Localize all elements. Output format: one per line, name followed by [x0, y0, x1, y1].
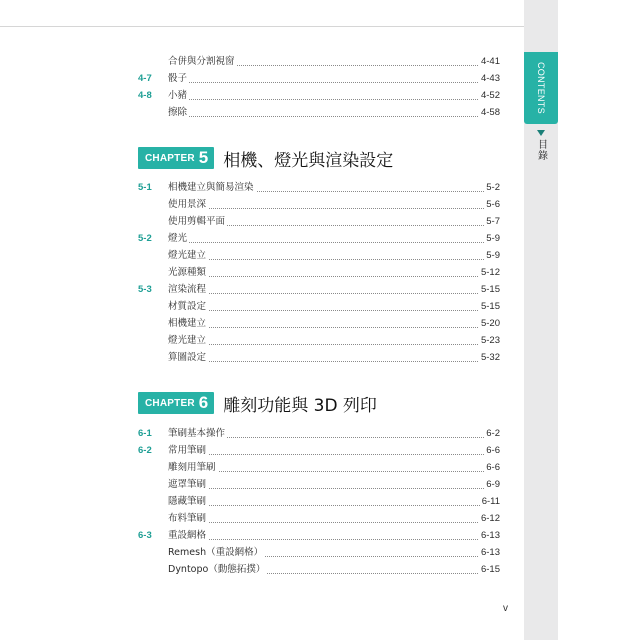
entry-title: 重設網格 — [168, 528, 208, 544]
page-ref: 6-11 — [480, 494, 500, 510]
dot-leader — [168, 344, 486, 345]
toc-entry[interactable] — [0, 494, 524, 510]
chapter-title: 雕刻功能與 3D 列印 — [223, 395, 377, 416]
page-ref: 5-2 — [484, 180, 500, 196]
section-number: 6-3 — [138, 530, 152, 541]
dot-leader — [168, 276, 486, 277]
dot-leader — [168, 208, 486, 209]
entry-title: Remesh（重設網格） — [168, 545, 265, 561]
page-ref: 5-32 — [479, 350, 500, 366]
toc-entry[interactable] — [0, 54, 524, 70]
page-ref: 5-9 — [484, 231, 500, 247]
entry-title: 小豬 — [168, 88, 189, 104]
chapter-label: CHAPTER — [145, 152, 195, 164]
page-ref: 6-6 — [484, 443, 500, 459]
page-ref: 5-23 — [479, 333, 500, 349]
toc-entry[interactable] — [0, 562, 524, 578]
toc-entry[interactable] — [0, 105, 524, 121]
entry-title: 布料筆刷 — [168, 511, 208, 527]
entry-title: 燈光建立 — [168, 248, 208, 264]
dot-leader — [168, 259, 486, 260]
toc-entry[interactable] — [0, 299, 524, 315]
dot-leader — [168, 522, 486, 523]
toc-entry[interactable] — [0, 231, 524, 247]
contents-tab-label: CONTENTS — [536, 62, 546, 114]
entry-title: 材質設定 — [168, 299, 208, 315]
chapter-number: 6 — [198, 393, 209, 412]
dot-leader — [168, 327, 486, 328]
entry-title: 常用筆刷 — [168, 443, 208, 459]
dot-leader — [168, 293, 486, 294]
dot-leader — [168, 99, 486, 100]
chapter-title: 相機、燈光與渲染設定 — [223, 150, 394, 171]
header-rule — [0, 26, 524, 27]
page-ref: 5-15 — [479, 299, 500, 315]
entry-title: 使用景深 — [168, 197, 208, 213]
page-ref: 5-20 — [479, 316, 500, 332]
toc-entry[interactable] — [0, 316, 524, 332]
page-ref: 4-41 — [479, 54, 500, 70]
chapter-number: 5 — [198, 148, 209, 167]
toc-entry[interactable] — [0, 477, 524, 493]
toc-entry[interactable] — [0, 214, 524, 230]
triangle-down-icon — [537, 130, 545, 136]
page-ref: 5-9 — [484, 248, 500, 264]
entry-title: 相機建立 — [168, 316, 208, 332]
toc-entry[interactable] — [0, 350, 524, 366]
toc-entry[interactable] — [0, 460, 524, 476]
section-number: 5-1 — [138, 182, 152, 193]
toc-entry[interactable] — [0, 180, 524, 196]
section-number: 4-7 — [138, 73, 152, 84]
entry-title: 渲染流程 — [168, 282, 208, 298]
section-number: 5-2 — [138, 233, 152, 244]
entry-title: Dyntopo（動態拓撲） — [168, 562, 267, 578]
toc-entry[interactable] — [0, 426, 524, 442]
dot-leader — [168, 310, 486, 311]
chapter-5-header[interactable] — [138, 146, 393, 170]
chapter-label: CHAPTER — [145, 397, 195, 409]
entry-title: 算圖設定 — [168, 350, 208, 366]
chapter-6-header[interactable] — [138, 391, 377, 415]
page-ref: 4-58 — [479, 105, 500, 121]
page-number: v — [503, 603, 508, 614]
page-ref: 5-7 — [484, 214, 500, 230]
page-ref: 6-13 — [479, 545, 500, 561]
entry-title: 遮罩筆刷 — [168, 477, 208, 493]
toc-marker — [524, 126, 558, 166]
toc-entry[interactable] — [0, 545, 524, 561]
section-number: 4-8 — [138, 90, 152, 101]
toc-entry[interactable] — [0, 511, 524, 527]
toc-marker-label: 目錄 — [535, 139, 547, 161]
page-ref: 4-43 — [479, 71, 500, 87]
page-ref: 6-6 — [484, 460, 500, 476]
entry-title: 隱藏筆刷 — [168, 494, 208, 510]
page-ref: 4-52 — [479, 88, 500, 104]
page-ref: 6-13 — [479, 528, 500, 544]
entry-title: 擦除 — [168, 105, 189, 121]
toc-entry[interactable] — [0, 71, 524, 87]
toc-entry[interactable] — [0, 333, 524, 349]
toc-entry[interactable] — [0, 443, 524, 459]
toc-entry[interactable] — [0, 197, 524, 213]
dot-leader — [168, 505, 486, 506]
entry-title: 相機建立與簡易渲染 — [168, 180, 256, 196]
page-ref: 5-6 — [484, 197, 500, 213]
dot-leader — [168, 361, 486, 362]
entry-title: 燈光 — [168, 231, 189, 247]
dot-leader — [168, 539, 486, 540]
chapter-badge — [138, 392, 214, 414]
dot-leader — [168, 454, 486, 455]
entry-title: 雕刻用筆刷 — [168, 460, 218, 476]
toc-entry[interactable] — [0, 88, 524, 104]
toc-entry[interactable] — [0, 248, 524, 264]
entry-title: 光源種類 — [168, 265, 208, 281]
chapter-badge — [138, 147, 214, 169]
page-ref: 6-15 — [479, 562, 500, 578]
entry-title: 骰子 — [168, 71, 189, 87]
page-ref: 6-12 — [479, 511, 500, 527]
entry-title: 筆刷基本操作 — [168, 426, 227, 442]
toc-entry[interactable] — [0, 282, 524, 298]
dot-leader — [168, 242, 486, 243]
page-ref: 6-2 — [484, 426, 500, 442]
page-ref: 5-15 — [479, 282, 500, 298]
page-ref: 5-12 — [479, 265, 500, 281]
entry-title: 使用剪輯平面 — [168, 214, 227, 230]
page-ref: 6-9 — [484, 477, 500, 493]
entry-title: 燈光建立 — [168, 333, 208, 349]
dot-leader — [168, 82, 486, 83]
dot-leader — [168, 116, 486, 117]
section-number: 6-1 — [138, 428, 152, 439]
entry-title: 合併與分割視窗 — [168, 54, 237, 70]
toc-entry[interactable] — [0, 528, 524, 544]
section-number: 6-2 — [138, 445, 152, 456]
section-number: 5-3 — [138, 284, 152, 295]
dot-leader — [168, 488, 486, 489]
toc-entry[interactable] — [0, 265, 524, 281]
